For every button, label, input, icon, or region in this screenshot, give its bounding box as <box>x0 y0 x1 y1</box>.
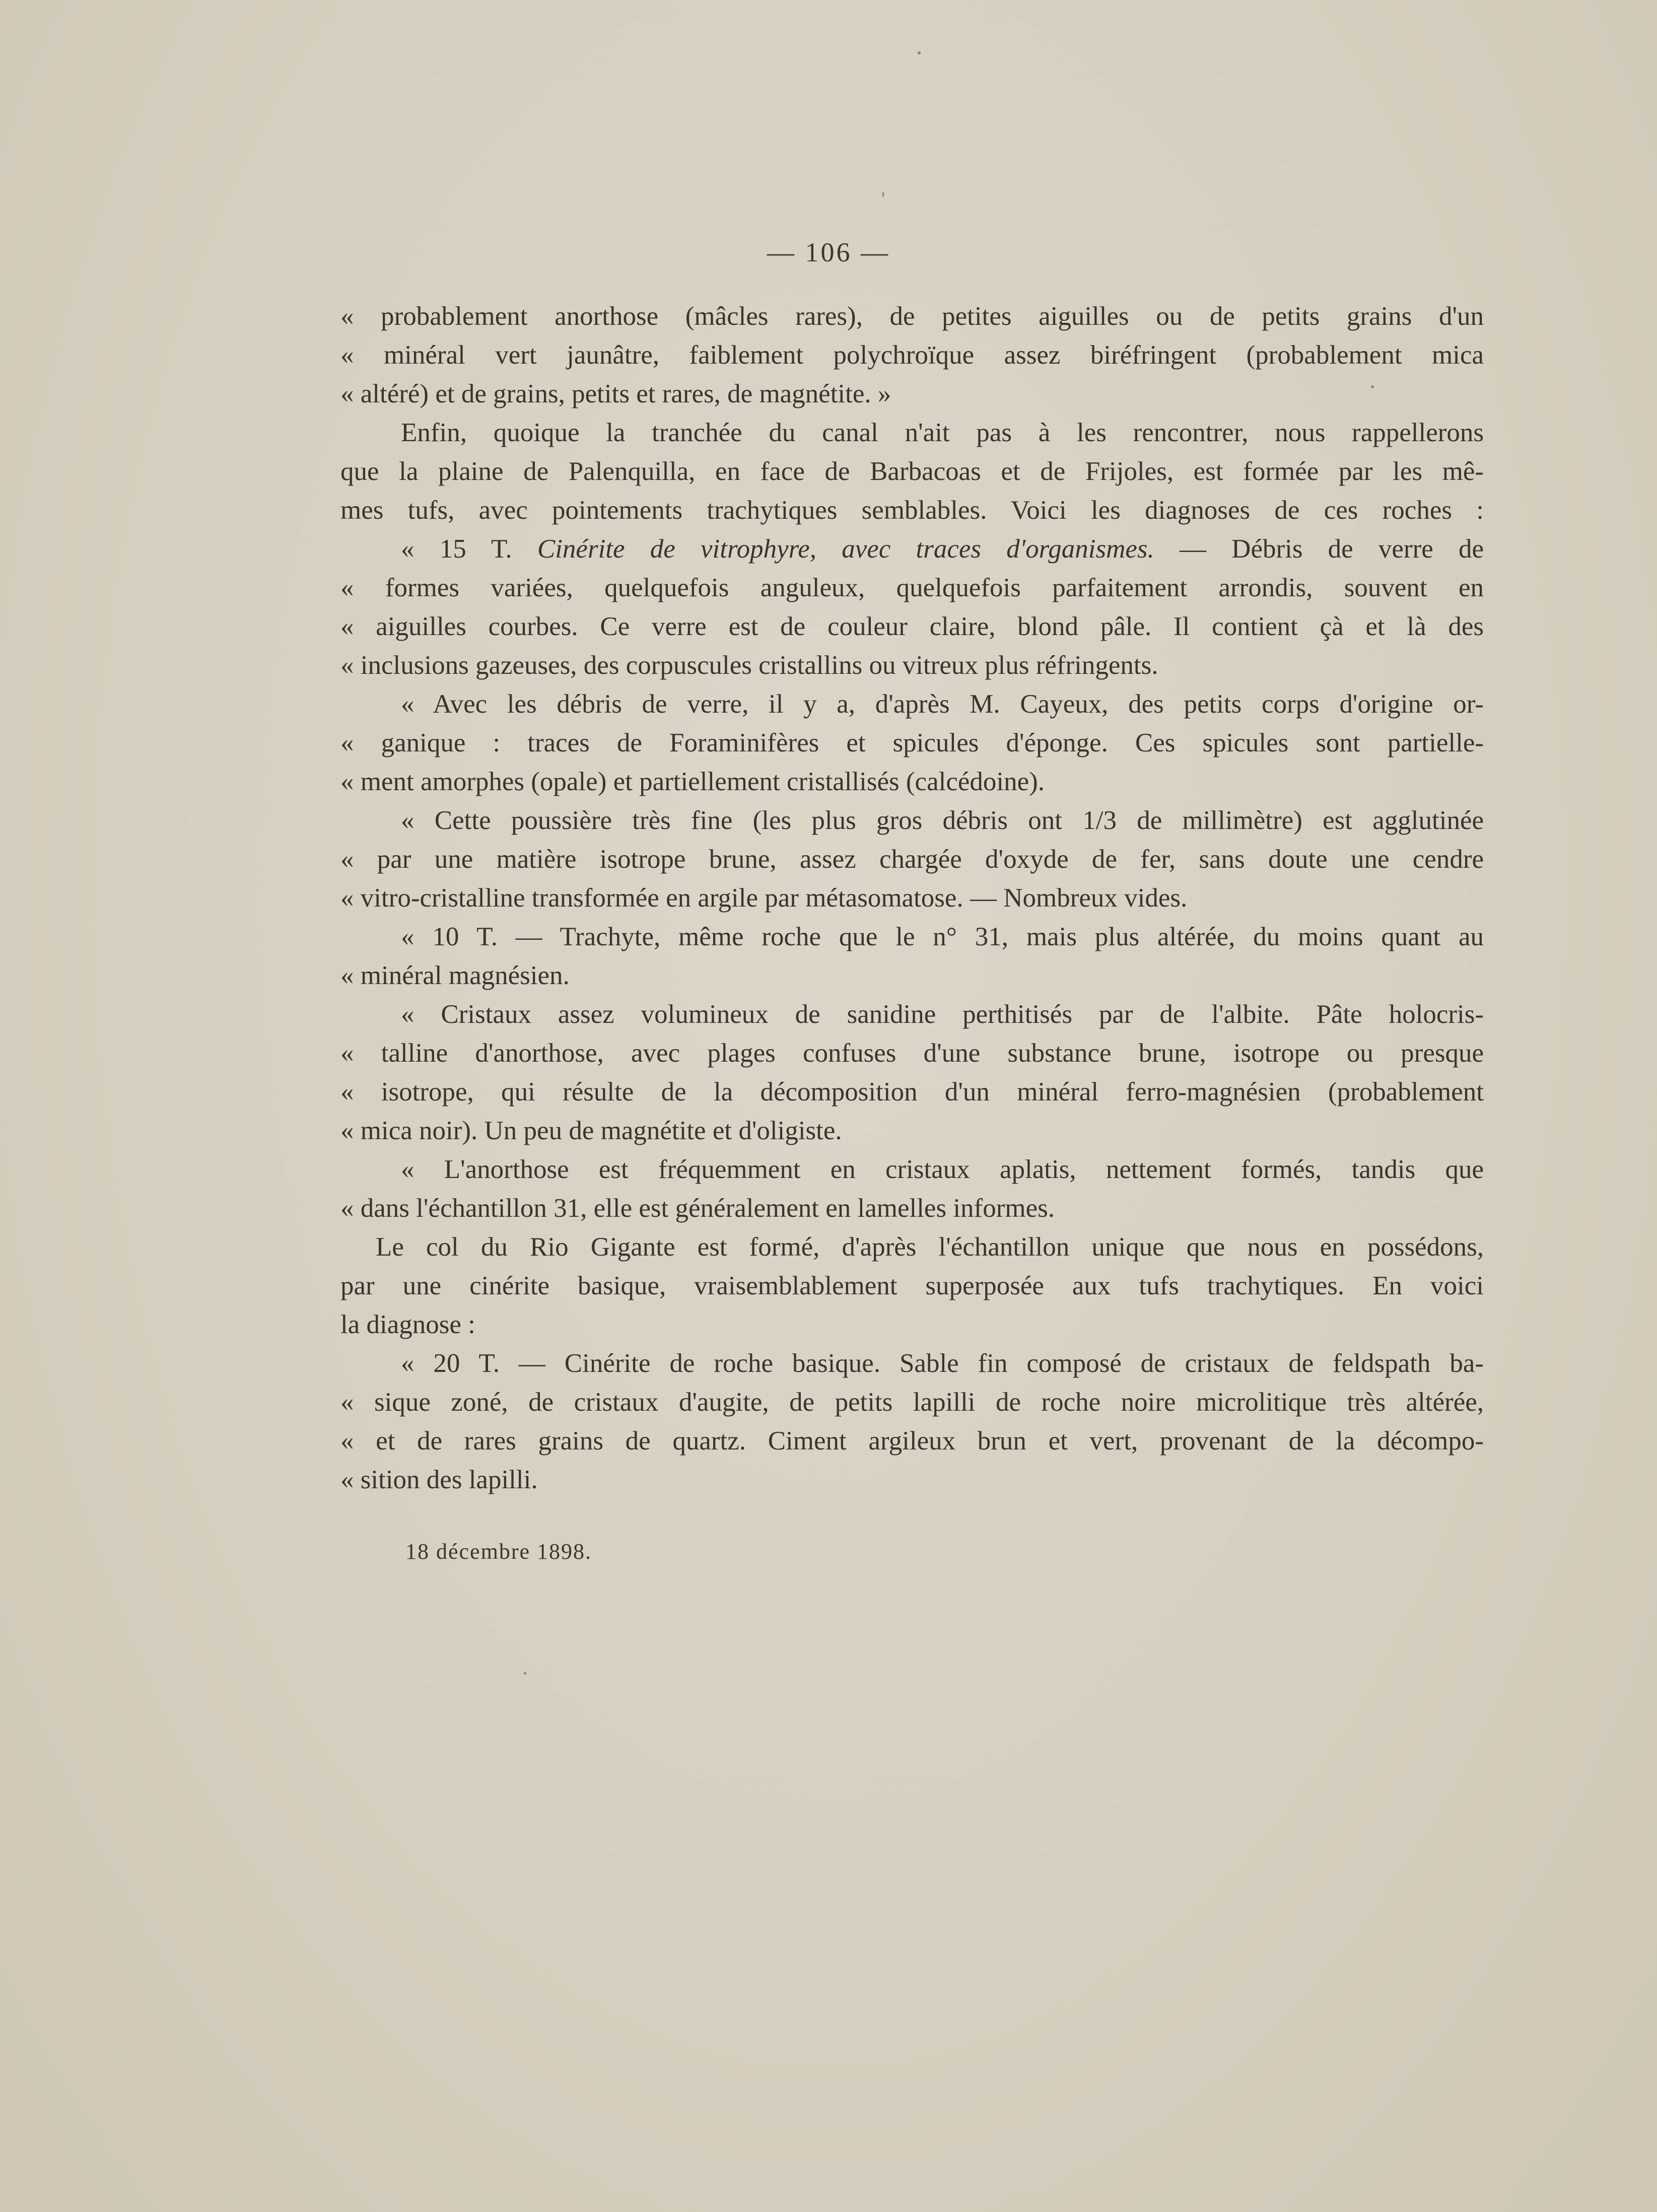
text-line: « talline d'anorthose, avec plages confuses d'une substance brune, isotrope ou presque <box>340 1039 1484 1068</box>
text-line: « par une matière isotrope brune, assez chargée d'oxyde de fer, sans doute une cendre <box>340 845 1484 874</box>
text-line: « ment amorphes (opale) et partiellement cristallisés (calcédoine). <box>340 767 1045 796</box>
text-line: « altéré) et de grains, petits et rares, de magnétite. » <box>340 379 891 408</box>
text-line: « 20 T. — Cinérite de roche basique. Sable fin composé de cristaux de feldspath ba- <box>401 1349 1484 1378</box>
text-line: « Cette poussière très fine (les plus gros débris ont 1/3 de millimètre) est agglutinée <box>401 806 1484 835</box>
text-line: « dans l'échantillon 31, elle est généralement en lamelles informes. <box>340 1194 1055 1223</box>
paper-speck <box>1371 385 1374 388</box>
text-line: « minéral vert jaunâtre, faiblement polychroïque assez biréfringent (probablement mica <box>340 340 1484 370</box>
text-line: Enfin, quoique la tranchée du canal n'ait pas à les rencontrer, nous rappellerons <box>401 418 1484 447</box>
text-line: que la plaine de Palenquilla, en face de Barbacoas et de Frijoles, est formée par les mê- <box>340 457 1484 486</box>
text-line: « mica noir). Un peu de magnétite et d'oligiste. <box>340 1116 842 1145</box>
text-line: mes tufs, avec pointements trachytiques semblables. Voici les diagnoses de ces roches : <box>340 496 1484 525</box>
date-line: 18 décembre 1898. <box>405 1539 592 1564</box>
text-line: « isotrope, qui résulte de la décomposition d'un minéral ferro-magnésien (probablement <box>340 1077 1484 1107</box>
text-line: « Avec les débris de verre, il y a, d'après M. Cayeux, des petits corps d'origine or- <box>401 689 1484 719</box>
paper-speck <box>918 51 921 54</box>
italic-title: Cinérite de vitrophyre, avec traces d'organismes. <box>537 534 1154 564</box>
text-line: Le col du Rio Gigante est formé, d'après l'échantillon unique que nous en possédons, <box>376 1232 1484 1262</box>
paper-speck <box>882 191 884 197</box>
text-line: « sique zoné, de cristaux d'augite, de petits lapilli de roche noire microlitique très altérée, <box>340 1388 1484 1417</box>
text-line: « 15 T. Cinérite de vitrophyre, avec traces d'organismes. — Débris de verre de <box>401 534 1484 564</box>
text-line: « sition des lapilli. <box>340 1465 538 1494</box>
text-line: « probablement anorthose (mâcles rares), de petites aiguilles ou de petits grains d'un <box>340 302 1484 331</box>
body-text <box>340 297 1484 1499</box>
text-line: « aiguilles courbes. Ce verre est de couleur claire, blond pâle. Il contient çà et là des <box>340 612 1484 641</box>
text-line: « Cristaux assez volumineux de sanidine perthitisés par de l'albite. Pâte holocris- <box>401 1000 1484 1029</box>
paper-speck <box>524 1672 526 1675</box>
text-line: « et de rares grains de quartz. Ciment argileux brun et vert, provenant de la décompo- <box>340 1426 1484 1456</box>
text-line: « vitro-cristalline transformée en argile par métasomatose. — Nombreux vides. <box>340 883 1188 913</box>
text-line: « inclusions gazeuses, des corpuscules cristallins ou vitreux plus réfringents. <box>340 651 1158 680</box>
text-line: « 10 T. — Trachyte, même roche que le n° 31, mais plus altérée, du moins quant au <box>401 922 1484 951</box>
text-line: « L'anorthose est fréquemment en cristaux aplatis, nettement formés, tandis que <box>401 1155 1484 1184</box>
text-line: par une cinérite basique, vraisemblablement superposée aux tufs trachytiques. En voici <box>340 1271 1484 1300</box>
page-number: — 106 — <box>767 237 890 267</box>
text-line: « formes variées, quelquefois anguleux, quelquefois parfaitement arrondis, souvent en <box>340 573 1484 602</box>
text-line: « ganique : traces de Foraminifères et spicules d'éponge. Ces spicules sont partielle- <box>340 728 1484 757</box>
text-line: la diagnose : <box>340 1310 475 1339</box>
text-line: « minéral magnésien. <box>340 961 570 990</box>
